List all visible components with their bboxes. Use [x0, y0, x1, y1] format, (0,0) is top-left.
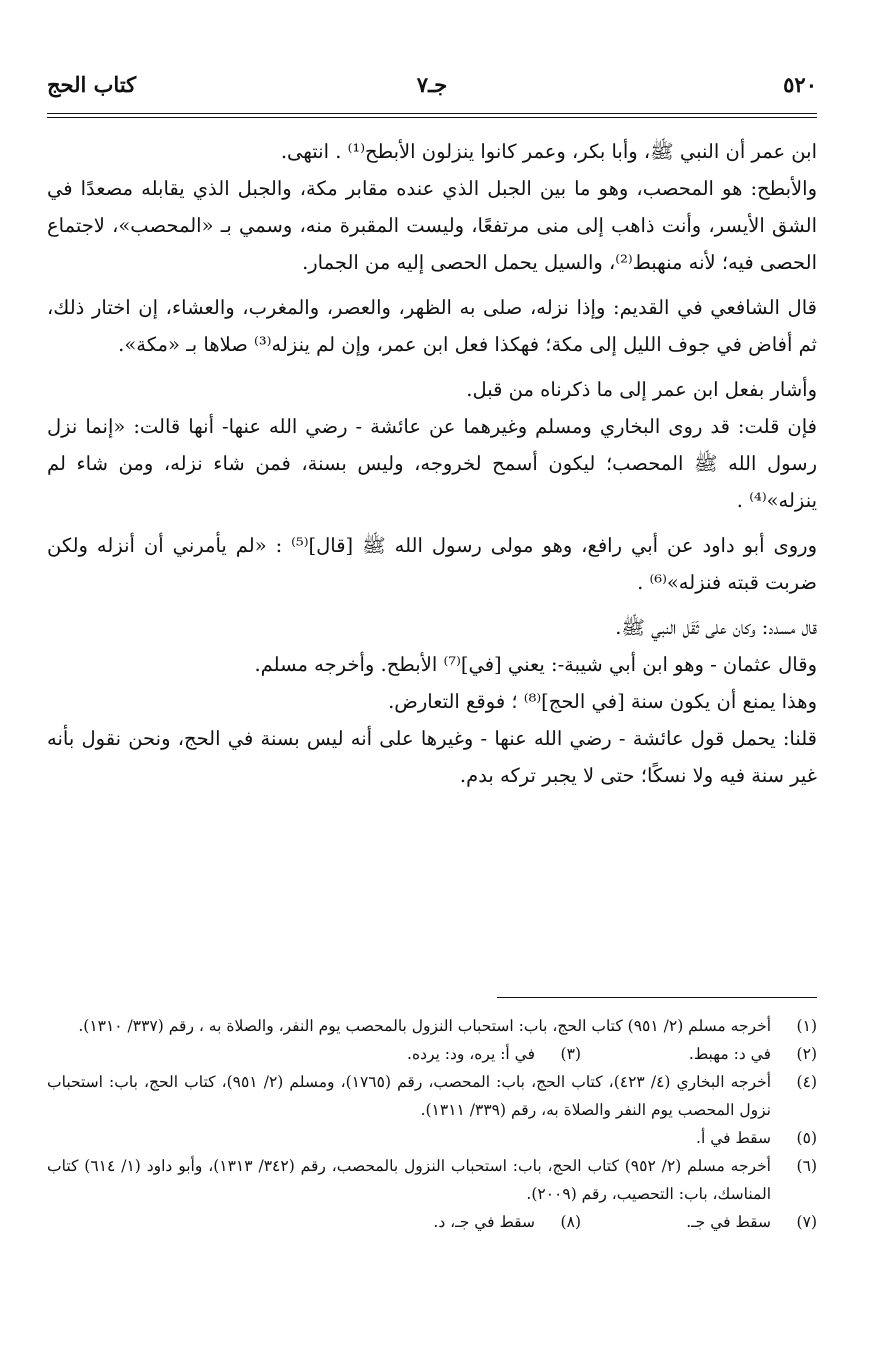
footnote-number: (٢)	[796, 1045, 817, 1063]
footnote	[47, 1152, 817, 1208]
footnote-text: أخرجه مسلم (٢/ ٩٥١) كتاب الحج، باب: استحباب النزول بالمحصب يوم النفر، والصلاة به ، رقم (٣٣٧/ ١٣١٠).	[78, 1017, 771, 1035]
footnote-number: (٤)	[796, 1073, 817, 1091]
paragraph: ابن عمر أن النبي ﷺ، وأبا بكر، وعمر كانوا ينزلون الأبطح⁽¹⁾ . انتهى.	[280, 140, 817, 163]
header-rule-inner	[47, 117, 817, 118]
footnote-text: أخرجه مسلم (٢/ ٩٥٢) كتاب الحج، باب: استحباب النزول بالمحصب، رقم (٣٤٢/ ١٣١٣)، وأبو داود (١/ ٦١٤) كتاب المناسك، باب: التحصيب، رقم (٢٠٠٩).	[47, 1157, 771, 1203]
footnote-text: سقط في جـ.	[686, 1213, 771, 1231]
paragraph: وروى أبو داود عن أبي رافع، وهو مولى رسول الله ﷺ [قال]⁽⁵⁾ : «لم يأمرني أن أنزله ولكن ضربت قبته فنزله»⁽⁶⁾ .	[47, 534, 817, 594]
footnote-text: سقط في جـ، د.	[433, 1213, 535, 1231]
footnote	[47, 1124, 817, 1152]
header-rule	[47, 113, 817, 114]
paragraph: وهذا يمنع أن يكون سنة [في الحج]⁽⁸⁾ ؛ فوقع التعارض.	[388, 690, 817, 713]
footnote	[581, 1040, 817, 1068]
paragraph: وأشار بفعل ابن عمر إلى ما ذكرناه من قبل.	[466, 378, 817, 401]
main-text	[47, 133, 817, 794]
footnote-number: (٥)	[796, 1129, 817, 1147]
footnote-row	[47, 1208, 817, 1236]
paragraph: فإن قلت: قد روى البخاري ومسلم وغيرهما عن عائشة - رضي الله عنها- أنها قالت: «إنما نزل رسول الله ﷺ المحصب؛ ليكون أسمح لخروجه، وليس بسنة، فمن شاء نزله، ومن شاء لم ينزله»⁽⁴⁾ .	[47, 415, 817, 512]
footnote-text: أخرجه البخاري (٤/ ٤٢٣)، كتاب الحج، باب: المحصب، رقم (١٧٦٥)، ومسلم (٢/ ٩٥١)، كتاب الحج، باب: استحباب نزول المحصب يوم النفر والصلاة به، رقم (٣٣٩/ ١٣١١).	[47, 1073, 772, 1119]
footnote-row	[47, 1040, 817, 1068]
paragraph: قال مسدد: وكان على ثَقَل النبي ﷺ.	[615, 616, 817, 639]
page-number: ٥٢٠	[783, 72, 817, 97]
volume-label: جـ٧	[416, 72, 448, 97]
footnote-number: (٦)	[796, 1157, 817, 1175]
footnote	[47, 1012, 817, 1040]
footnote-number: (٣)	[560, 1045, 581, 1063]
paragraph: قال الشافعي في القديم: وإذا نزله، صلى به الظهر، والعصر، والمغرب، والعشاء، إن اختار ذلك، ثم أفاض في جوف الليل إلى مكة؛ فهكذا فعل ابن عمر، وإن لم ينزله⁽³⁾ صلاها بـ «مكة».	[47, 296, 817, 356]
page-header	[47, 72, 817, 106]
footnote-rule	[497, 997, 817, 998]
paragraph: قلنا: يحمل قول عائشة - رضي الله عنها - وغيرها على أنه ليس بسنة في الحج، ونحن نقول بأنه غير سنة فيه ولا نسكًا؛ حتى لا يجبر تركه بدم.	[47, 727, 817, 787]
book-title: كتاب الحج	[47, 72, 137, 97]
footnote-number: (١)	[796, 1017, 817, 1035]
footnotes	[47, 1012, 817, 1236]
footnote	[47, 1068, 817, 1124]
footnote-number: (٧)	[796, 1213, 817, 1231]
footnote	[345, 1040, 581, 1068]
paragraph: والأبطح: هو المحصب، وهو ما بين الجبل الذي عنده مقابر مكة، والجبل الذي يقابله مصعدًا في الشق الأيسر، وأنت ذاهب إلى منى مرتفعًا، وليست المقبرة منه، وسمي بـ «المحصب»، لاجتماع الحصى فيه؛ لأنه منهبط⁽²⁾، والسيل يحمل الحصى إليه من الجمار.	[47, 177, 817, 274]
footnote-number: (٨)	[560, 1213, 581, 1231]
footnote-text: في د: مهبط.	[688, 1045, 771, 1063]
footnote-text: في أ: يره، ود: يرده.	[407, 1045, 535, 1063]
paragraph: وقال عثمان - وهو ابن أبي شيبة-: يعني [في]⁽⁷⁾ الأبطح. وأخرجه مسلم.	[254, 653, 817, 676]
footnote	[581, 1208, 817, 1236]
footnote-text: سقط في أ.	[696, 1129, 771, 1147]
footnote	[345, 1208, 581, 1236]
